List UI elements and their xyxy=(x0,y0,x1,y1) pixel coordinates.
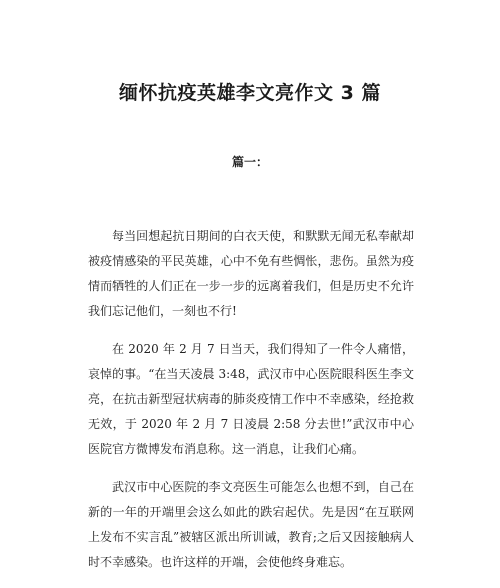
paragraph-2: 在 2020 年 2 月 7 日当天，我们得知了一件令人痛惜，哀悼的事。“在当天凌晨 3:48，武汉市中心医院眼科医生李文亮，在抗击新型冠状病毒的肺炎疫情工作中不幸感染，经抢救无效，于 2020 年 2 月 7 日凌晨 2:58 分去世!”武汉市中心医院官方微博发布消息称。这一消息，让我们心痛。 xyxy=(88,342,414,456)
document-title: 缅怀抗疫英雄李文亮作文 3 篇 xyxy=(119,82,381,104)
section-heading: 篇一： xyxy=(231,155,268,169)
paragraph-3: 武汉市中心医院的李文亮医生可能怎么也想不到，自己在新的一年的开端里会这么如此的跌宕起伏。先是因“在互联网上发布不实言乱”被辖区派出所训诫，教育;之后又因接触病人时不幸感染。也许这样的开端，会使他终身难忘。 xyxy=(88,480,414,569)
paragraph-1: 每当回想起抗日期间的白衣天使，和默默无闻无私奉献却被疫情感染的平民英雄，心中不免有些惆怅，悲伤。虽然为疫情而牺牲的人们正在一步一步的远离着我们，但是历史不允许我们忘记他们，一刻也不行! xyxy=(88,229,414,318)
document-body xyxy=(88,224,414,588)
